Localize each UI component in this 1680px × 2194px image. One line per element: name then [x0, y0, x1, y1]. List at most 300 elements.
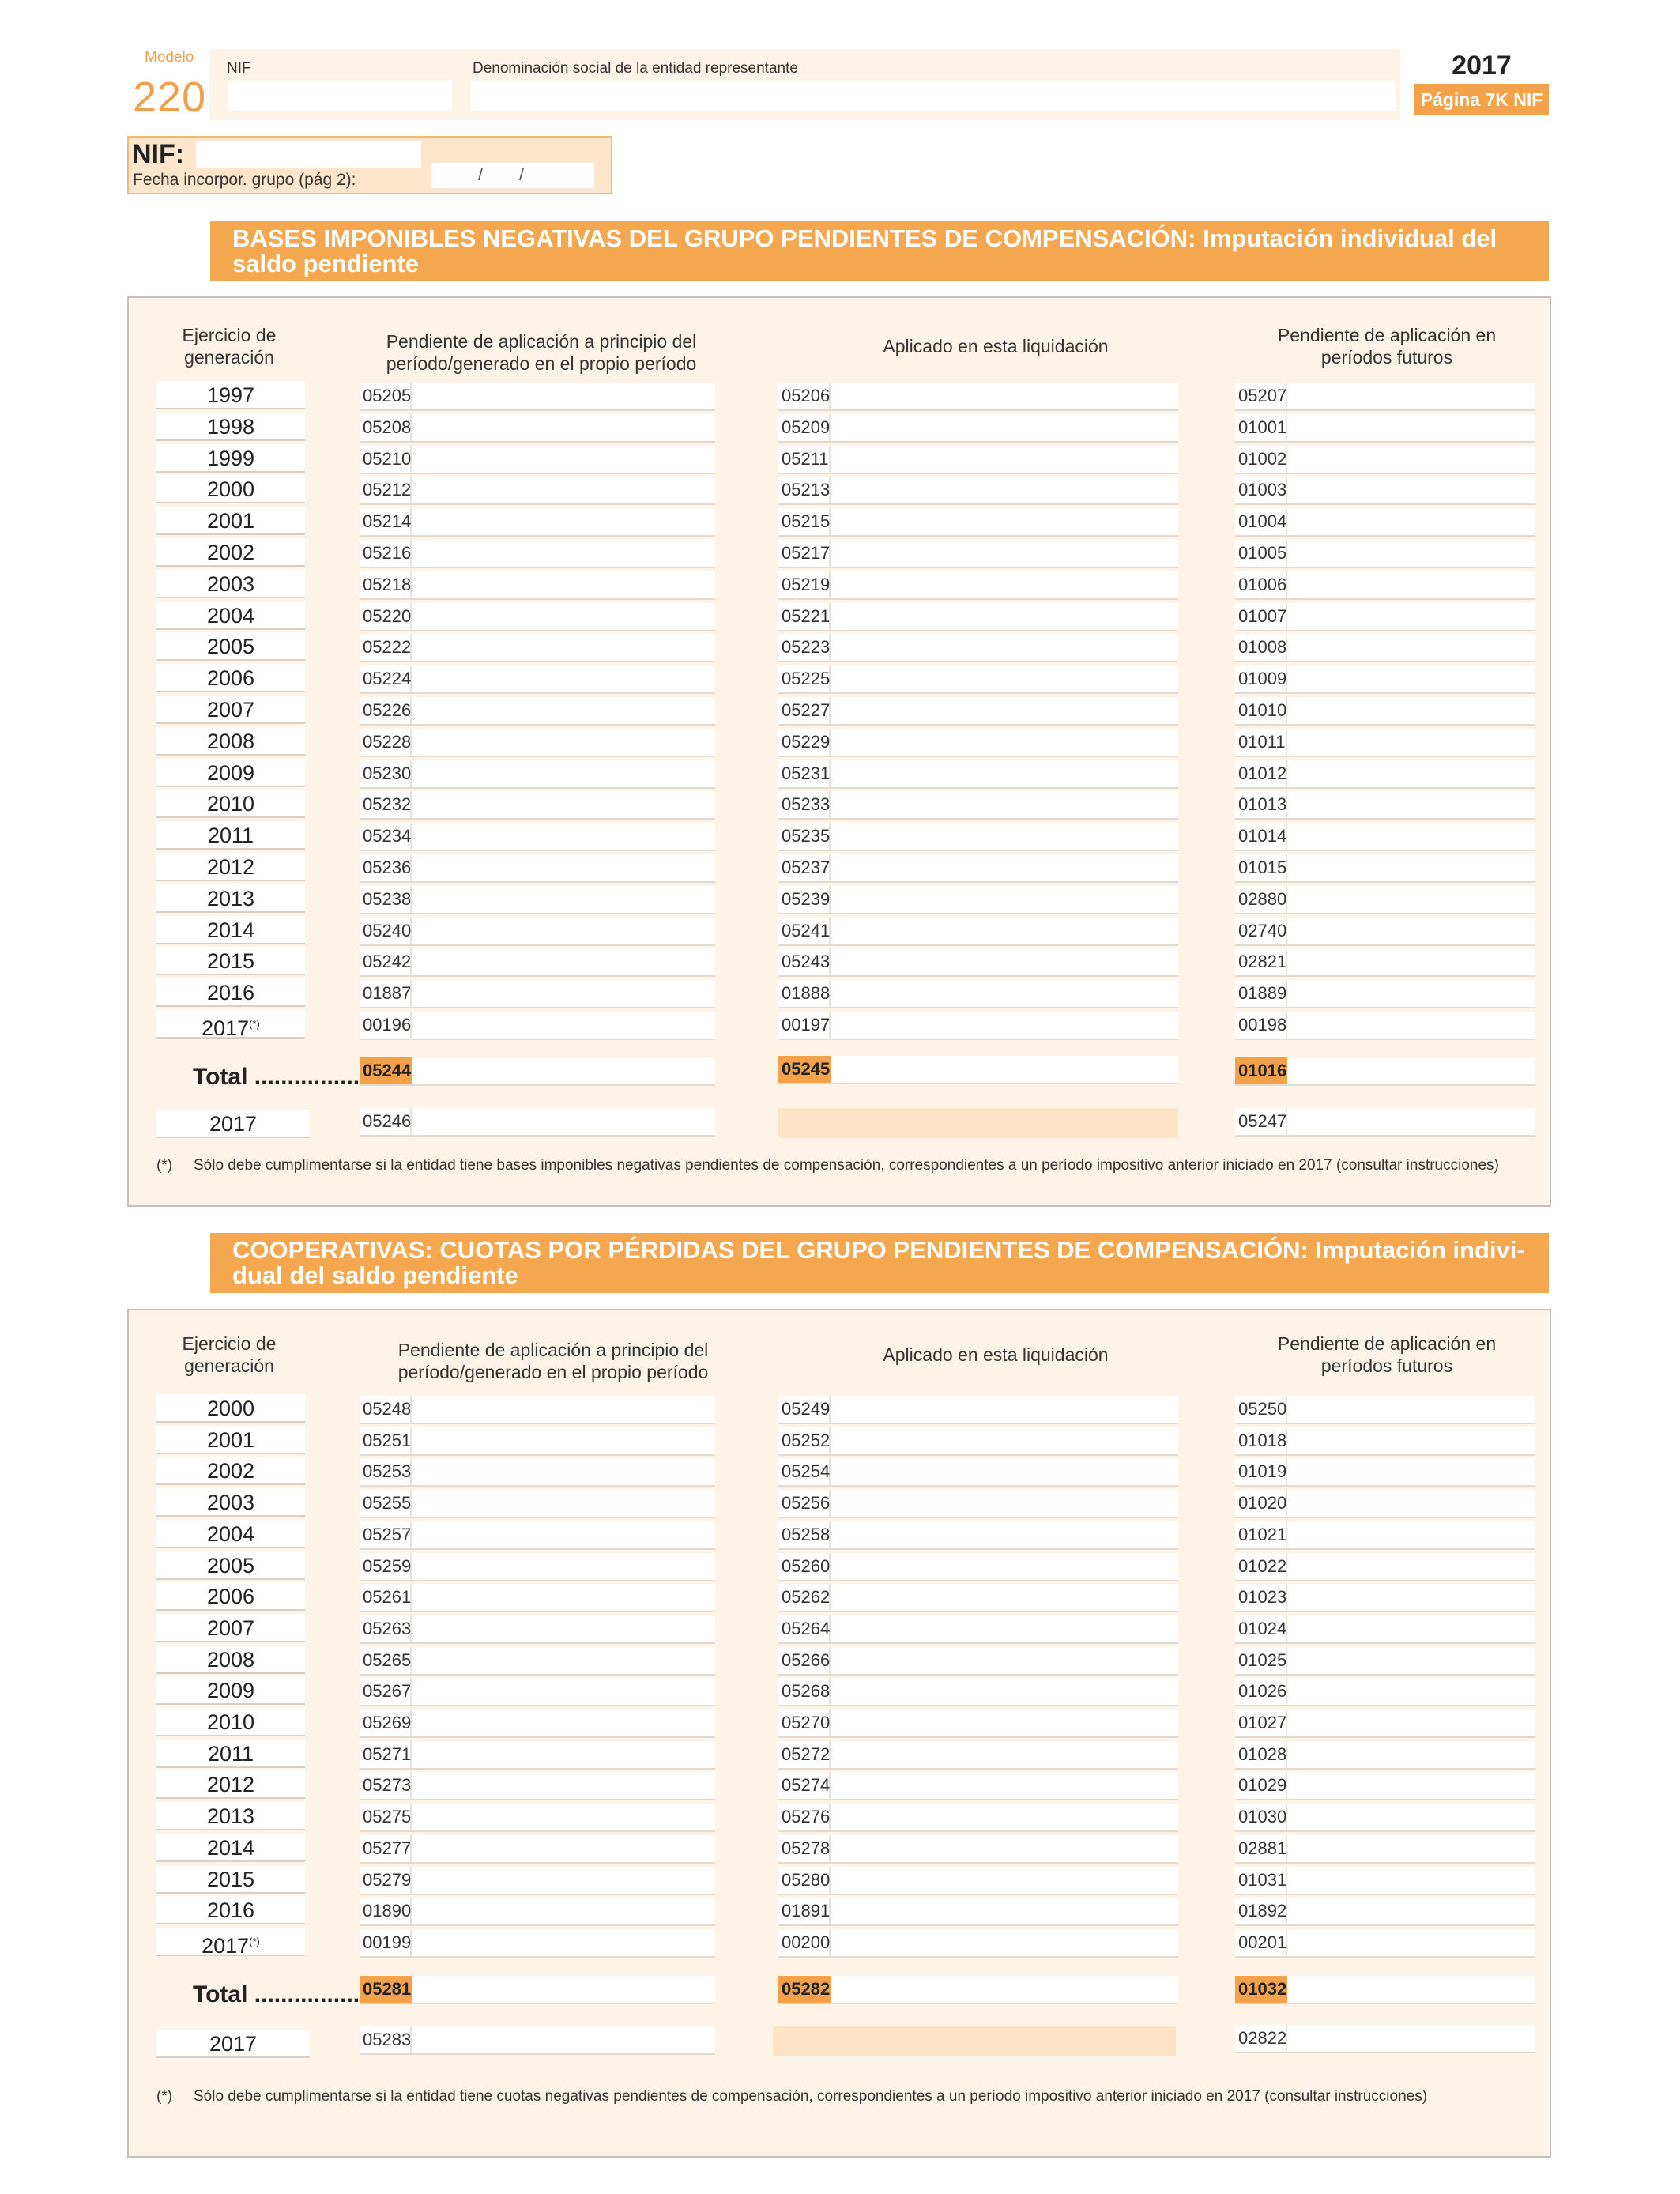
year-label [156, 1520, 305, 1548]
field-code: 01006 [1235, 571, 1287, 598]
amount-field-b[interactable] [778, 1615, 1178, 1644]
year-label [156, 821, 305, 850]
field-code: 05241 [778, 918, 831, 944]
year-label [156, 632, 305, 661]
extra-year: 2017 [156, 2030, 310, 2058]
amount-field-b[interactable] [778, 446, 1178, 474]
year-label [156, 1426, 305, 1454]
amount-field-b[interactable] [778, 1804, 1178, 1832]
year-text: 2004 [206, 1521, 255, 1546]
amount-field-a[interactable] [360, 918, 715, 946]
year-text: 1999 [206, 446, 255, 470]
amount-field-c[interactable] [1235, 918, 1535, 946]
fecha-input[interactable] [431, 163, 594, 188]
amount-field-c[interactable] [1235, 383, 1535, 411]
amount-field-c[interactable] [1235, 729, 1535, 757]
year-text: 1998 [206, 414, 255, 439]
field-code: 05216 [360, 540, 412, 567]
field-code: 05265 [360, 1647, 412, 1674]
disabled-field [778, 1108, 1178, 1138]
field-code: 05221 [778, 603, 831, 630]
total-label: Total ................ [193, 1981, 360, 2007]
amount-field-c[interactable] [1235, 697, 1535, 726]
field-code: 01018 [1235, 1427, 1287, 1454]
field-code: 05211 [778, 446, 831, 473]
amount-field-b[interactable] [778, 1898, 1178, 1926]
amount-field-b[interactable] [778, 1490, 1178, 1518]
amount-field-a[interactable] [360, 1553, 715, 1581]
field-code: 05248 [360, 1396, 412, 1423]
amount-field-b[interactable] [778, 1647, 1178, 1676]
year-label [156, 1582, 305, 1611]
field-code: 01003 [1235, 477, 1287, 503]
year-text: 2017 [202, 1016, 250, 1040]
field-code: 05270 [778, 1710, 831, 1736]
year-text: 2004 [206, 603, 255, 628]
amount-field-a[interactable] [360, 948, 715, 977]
field-code: 05240 [360, 918, 412, 944]
amount-field-a[interactable] [360, 729, 715, 757]
field-code: 05246 [360, 1108, 412, 1135]
field-code: 05236 [360, 854, 412, 881]
page-badge: Página 7K NIF [1414, 84, 1549, 115]
year-label [156, 884, 305, 913]
amount-field-a[interactable] [360, 1804, 715, 1832]
total-c-field[interactable] [1235, 1057, 1535, 1086]
field-code: 05237 [778, 854, 831, 881]
amount-field-c[interactable] [1235, 571, 1535, 600]
extra-c-field[interactable] [1235, 2025, 1535, 2053]
amount-field-b[interactable] [778, 918, 1178, 946]
denominacion-label: Denominación social de la entidad representante [473, 60, 798, 77]
field-code: 01030 [1235, 1804, 1287, 1830]
year-text: 2013 [206, 1804, 255, 1829]
amount-field-b[interactable] [778, 980, 1178, 1008]
amount-field-a[interactable] [360, 665, 715, 694]
amount-field-b[interactable] [778, 1012, 1178, 1040]
amount-field-c[interactable] [1235, 1458, 1535, 1487]
amount-field-c[interactable] [1235, 1678, 1535, 1706]
year-label [156, 538, 305, 567]
amount-field-b[interactable] [778, 791, 1178, 820]
col-year-header: Ejercicio de generación [182, 1333, 277, 1376]
field-code: 01028 [1235, 1741, 1287, 1768]
field-code: 02821 [1235, 948, 1287, 975]
field-code: 05205 [360, 383, 412, 409]
amount-field-b[interactable] [778, 634, 1178, 662]
amount-field-c[interactable] [1235, 1835, 1535, 1864]
amount-field-b[interactable] [778, 1584, 1178, 1612]
amount-field-a[interactable] [360, 1521, 715, 1550]
amount-field-b[interactable] [778, 886, 1178, 914]
amount-field-b[interactable] [778, 1772, 1178, 1800]
amount-field-c[interactable] [1235, 1867, 1535, 1895]
year-label [156, 1740, 305, 1768]
year-label [156, 1865, 305, 1894]
amount-field-b[interactable] [778, 729, 1178, 757]
field-code: 05249 [778, 1396, 831, 1423]
field-code: 01892 [1235, 1898, 1287, 1924]
field-code: 01031 [1235, 1867, 1287, 1894]
field-code: 05215 [778, 508, 831, 535]
year-text: 2007 [206, 1615, 255, 1640]
year-label [156, 664, 305, 692]
year-text: 2012 [206, 1773, 255, 1797]
year-label [156, 916, 305, 944]
amount-field-c[interactable] [1235, 1427, 1535, 1456]
year-text: 2014 [206, 918, 255, 942]
amount-field-a[interactable] [360, 1741, 715, 1770]
field-code: 05274 [778, 1772, 831, 1799]
field-code: 05264 [778, 1615, 831, 1642]
field-code: 05278 [778, 1835, 831, 1862]
year-label [156, 790, 305, 818]
field-code: 05209 [778, 414, 831, 441]
field-code: 05273 [360, 1772, 412, 1799]
field-code: 05225 [778, 665, 831, 692]
amount-field-a[interactable] [360, 634, 715, 662]
section2-title: COOPERATIVAS: CUOTAS POR PÉRDIDAS DEL GRUPO PENDIENTES DE COMPENSACIÓN: Imputación indivi-dual del saldo pendiente [210, 1233, 1549, 1293]
amount-field-a[interactable] [360, 854, 715, 883]
year-text: 2001 [206, 509, 255, 533]
amount-field-b[interactable] [778, 1458, 1178, 1487]
field-code: 05217 [778, 540, 831, 567]
field-code: 05206 [778, 383, 831, 409]
year-label [156, 1010, 305, 1039]
amount-field-c[interactable] [1235, 603, 1535, 631]
amount-field-c[interactable] [1235, 508, 1535, 537]
amount-field-a[interactable] [360, 697, 715, 726]
year-text: 2007 [206, 698, 255, 722]
field-code: 01019 [1235, 1458, 1287, 1485]
amount-field-c[interactable] [1235, 1804, 1535, 1832]
extra-year: 2017 [156, 1110, 310, 1138]
amount-field-c[interactable] [1235, 886, 1535, 914]
year-text: 2001 [206, 1427, 255, 1452]
field-code: 01004 [1235, 508, 1287, 535]
date-separator: / [478, 164, 484, 184]
date-separator: / [519, 164, 525, 184]
year-label [156, 1551, 305, 1580]
amount-field-b[interactable] [778, 1553, 1178, 1581]
year-label [156, 507, 305, 535]
amount-field-a[interactable] [360, 1427, 715, 1456]
field-code: 05254 [778, 1458, 831, 1485]
year-text: 2003 [206, 571, 255, 596]
amount-field-b[interactable] [778, 697, 1178, 726]
field-code: 05232 [360, 791, 412, 818]
amount-field-a[interactable] [360, 1835, 715, 1864]
col-b-header: Aplicado en esta liquidación [883, 1344, 1109, 1365]
total-b-field[interactable] [778, 1976, 1178, 2004]
amount-field-a[interactable] [360, 1772, 715, 1800]
amount-field-a[interactable] [360, 1396, 715, 1424]
extra-a-field[interactable] [360, 1108, 715, 1137]
field-code: 05242 [360, 948, 412, 975]
field-code: 02740 [1235, 918, 1287, 944]
amount-field-b[interactable] [778, 1835, 1178, 1864]
amount-field-b[interactable] [778, 508, 1178, 537]
field-code: 05259 [360, 1553, 412, 1580]
modelo-number: 220 [133, 74, 207, 121]
year-text: 2008 [206, 1647, 255, 1672]
year-label [156, 759, 305, 787]
amount-field-c[interactable] [1235, 791, 1535, 820]
amount-field-b[interactable] [778, 760, 1178, 789]
amount-field-b[interactable] [778, 540, 1178, 568]
col-a-header: Pendiente de aplicación a principio del período/generado en el propio período [397, 1340, 709, 1382]
amount-field-c[interactable] [1235, 1647, 1535, 1676]
field-code: 05281 [360, 1976, 412, 2003]
amount-field-c[interactable] [1235, 540, 1535, 568]
amount-field-b[interactable] [778, 1710, 1178, 1738]
field-code: 05229 [778, 729, 831, 756]
field-code: 01029 [1235, 1772, 1287, 1799]
field-code: 05213 [778, 477, 831, 503]
amount-field-c[interactable] [1235, 980, 1535, 1008]
year-text: 2003 [206, 1491, 255, 1515]
field-code: 01002 [1235, 446, 1287, 473]
year-label [156, 727, 305, 756]
amount-field-a[interactable] [360, 1458, 715, 1487]
amount-field-a[interactable] [360, 980, 715, 1008]
amount-field-c[interactable] [1235, 477, 1535, 505]
amount-field-b[interactable] [778, 1396, 1178, 1424]
amount-field-a[interactable] [360, 603, 715, 631]
amount-field-a[interactable] [360, 1710, 715, 1738]
amount-field-a[interactable] [360, 1584, 715, 1612]
amount-field-b[interactable] [778, 1867, 1178, 1895]
year-label [156, 1770, 305, 1799]
field-code: 01001 [1235, 414, 1287, 441]
field-code: 05228 [360, 729, 412, 756]
amount-field-c[interactable] [1235, 1490, 1535, 1518]
amount-field-a[interactable] [360, 571, 715, 600]
amount-field-c[interactable] [1235, 1772, 1535, 1800]
amount-field-a[interactable] [360, 1615, 715, 1644]
amount-field-c[interactable] [1235, 1553, 1535, 1581]
total-a-field[interactable] [360, 1976, 715, 2004]
amount-field-a[interactable] [360, 1867, 715, 1895]
amount-field-b[interactable] [778, 1521, 1178, 1550]
year-label [156, 978, 305, 1007]
field-code: 05247 [1235, 1108, 1287, 1135]
amount-field-a[interactable] [360, 823, 715, 851]
amount-field-b[interactable] [778, 823, 1178, 851]
col-c-header: Pendiente de aplicación en períodos futuros [1277, 1333, 1497, 1376]
field-code: 02880 [1235, 886, 1287, 913]
extra-c-field[interactable] [1235, 1108, 1535, 1137]
nif-label: NIF [227, 60, 251, 77]
field-code: 05266 [778, 1647, 831, 1674]
col-year-header: Ejercicio de generación [182, 325, 277, 368]
amount-field-c[interactable] [1235, 1741, 1535, 1770]
amount-field-a[interactable] [360, 540, 715, 568]
field-code: 00199 [360, 1929, 412, 1956]
year-text: 2009 [206, 1679, 255, 1703]
field-code: 01026 [1235, 1678, 1287, 1705]
amount-field-b[interactable] [778, 603, 1178, 631]
field-code: 01008 [1235, 634, 1287, 661]
nif-block-input[interactable] [196, 141, 421, 168]
fecha-label: Fecha incorpor. grupo (pág 2): [133, 171, 356, 189]
amount-field-c[interactable] [1235, 1710, 1535, 1738]
amount-field-b[interactable] [778, 383, 1178, 411]
denominacion-input[interactable] [471, 81, 1396, 111]
field-code: 01011 [1235, 729, 1287, 756]
year-label [156, 1834, 305, 1862]
amount-field-b[interactable] [778, 1678, 1178, 1706]
year-text: 2012 [206, 855, 255, 879]
amount-field-b[interactable] [778, 854, 1178, 883]
field-code: 01007 [1235, 603, 1287, 630]
year-text: 2015 [206, 949, 255, 974]
field-code: 05282 [778, 1976, 831, 2003]
amount-field-a[interactable] [360, 1490, 715, 1518]
amount-field-a[interactable] [360, 791, 715, 820]
amount-field-c[interactable] [1235, 1898, 1535, 1926]
year-label [156, 413, 305, 441]
amount-field-a[interactable] [360, 1898, 715, 1926]
amount-field-b[interactable] [778, 1929, 1178, 1958]
amount-field-b[interactable] [778, 477, 1178, 505]
year-text: 1997 [206, 383, 255, 407]
field-code: 05279 [360, 1867, 412, 1894]
amount-field-a[interactable] [360, 886, 715, 914]
amount-field-c[interactable] [1235, 414, 1535, 443]
field-code: 01020 [1235, 1490, 1287, 1517]
amount-field-b[interactable] [778, 948, 1178, 977]
amount-field-c[interactable] [1235, 1012, 1535, 1040]
amount-field-c[interactable] [1235, 665, 1535, 694]
amount-field-c[interactable] [1235, 446, 1535, 474]
amount-field-a[interactable] [360, 383, 715, 411]
total-b-field[interactable] [778, 1056, 1178, 1084]
amount-field-c[interactable] [1235, 1396, 1535, 1424]
amount-field-c[interactable] [1235, 823, 1535, 851]
amount-field-c[interactable] [1235, 948, 1535, 977]
field-code: 01889 [1235, 980, 1287, 1007]
footnote: Sólo debe cumplimentarse si la entidad tiene cuotas negativas pendientes de compensación, correspondientes a un período impositivo anterior iniciado en 2017 (consultar instrucciones) [194, 2088, 1428, 2105]
disabled-field [773, 2026, 1176, 2056]
field-code: 00200 [778, 1929, 831, 1956]
amount-field-c[interactable] [1235, 634, 1535, 662]
field-code: 05219 [778, 571, 831, 598]
amount-field-a[interactable] [360, 1678, 715, 1706]
field-code: 05226 [360, 697, 412, 724]
footnote-mark: (*) [156, 2088, 173, 2105]
field-code: 02881 [1235, 1835, 1287, 1862]
field-code: 01025 [1235, 1647, 1287, 1674]
field-code: 01014 [1235, 823, 1287, 850]
amount-field-b[interactable] [778, 571, 1178, 600]
extra-a-field[interactable] [360, 2026, 715, 2055]
year-label [156, 1708, 305, 1736]
year-text: 2016 [206, 1898, 255, 1923]
field-code: 05222 [360, 634, 412, 661]
amount-field-c[interactable] [1235, 854, 1535, 883]
col-c-header: Pendiente de aplicación en períodos futuros [1277, 325, 1497, 368]
field-code: 05269 [360, 1710, 412, 1736]
year-badge: 2017 [1414, 51, 1549, 81]
year-text: 2011 [207, 824, 254, 848]
amount-field-b[interactable] [778, 1741, 1178, 1770]
total-c-field[interactable] [1235, 1976, 1535, 2004]
field-code: 05224 [360, 665, 412, 692]
amount-field-a[interactable] [360, 446, 715, 474]
amount-field-b[interactable] [778, 1427, 1178, 1456]
year-text: 2000 [206, 1397, 255, 1420]
amount-field-c[interactable] [1235, 1929, 1535, 1958]
amount-field-b[interactable] [778, 414, 1178, 443]
year-label [156, 1676, 305, 1705]
field-code: 01009 [1235, 665, 1287, 692]
year-text: 2013 [206, 886, 255, 910]
field-code: 05250 [1235, 1396, 1287, 1423]
amount-field-c[interactable] [1235, 1615, 1535, 1644]
field-code: 01890 [360, 1898, 412, 1924]
field-code: 05234 [360, 823, 412, 850]
footnote: Sólo debe cumplimentarse si la entidad tiene bases imponibles negativas pendientes de compensación, correspondientes a un período impositivo anterior iniciado en 2017 (consultar instrucciones) [194, 1157, 1499, 1174]
field-code: 01023 [1235, 1584, 1287, 1611]
field-code: 05253 [360, 1458, 412, 1485]
field-code: 01005 [1235, 540, 1287, 567]
total-a-field[interactable] [360, 1057, 715, 1086]
year-text: 2000 [206, 477, 255, 502]
field-code: 05233 [778, 791, 831, 818]
amount-field-a[interactable] [360, 1929, 715, 1958]
year-label [156, 1646, 305, 1674]
amount-field-a[interactable] [360, 477, 715, 505]
amount-field-c[interactable] [1235, 1521, 1535, 1550]
year-label [156, 1896, 305, 1924]
nif-title: NIF: [132, 139, 185, 169]
field-code: 05267 [360, 1678, 412, 1705]
field-code: 05245 [778, 1056, 831, 1083]
year-label [156, 1457, 305, 1485]
field-code: 05220 [360, 603, 412, 630]
year-label [156, 570, 305, 598]
field-code: 05243 [778, 948, 831, 975]
amount-field-a[interactable] [360, 508, 715, 537]
year-text: 2006 [206, 666, 255, 691]
section1-title: BASES IMPONIBLES NEGATIVAS DEL GRUPO PENDIENTES DE COMPENSACIÓN: Imputación individual del saldo pendiente [210, 221, 1549, 281]
year-label [156, 1802, 305, 1830]
amount-field-a[interactable] [360, 414, 715, 443]
field-code: 05276 [778, 1804, 831, 1830]
field-code: 05212 [360, 477, 412, 503]
amount-field-a[interactable] [360, 760, 715, 789]
year-label [156, 1394, 305, 1423]
field-code: 05275 [360, 1804, 412, 1830]
field-code: 01021 [1235, 1521, 1287, 1548]
amount-field-c[interactable] [1235, 760, 1535, 789]
year-label [156, 1614, 305, 1642]
amount-field-c[interactable] [1235, 1584, 1535, 1612]
amount-field-a[interactable] [360, 1647, 715, 1676]
field-code: 00197 [778, 1012, 831, 1039]
year-text: 2002 [206, 1459, 255, 1483]
field-code: 05258 [778, 1521, 831, 1548]
field-code: 05256 [778, 1490, 831, 1517]
field-code: 05214 [360, 508, 412, 535]
nif-input[interactable] [228, 81, 452, 111]
field-code: 05218 [360, 571, 412, 598]
field-code: 00201 [1235, 1929, 1287, 1956]
amount-field-a[interactable] [360, 1012, 715, 1040]
year-label [156, 475, 305, 503]
amount-field-b[interactable] [778, 665, 1178, 694]
